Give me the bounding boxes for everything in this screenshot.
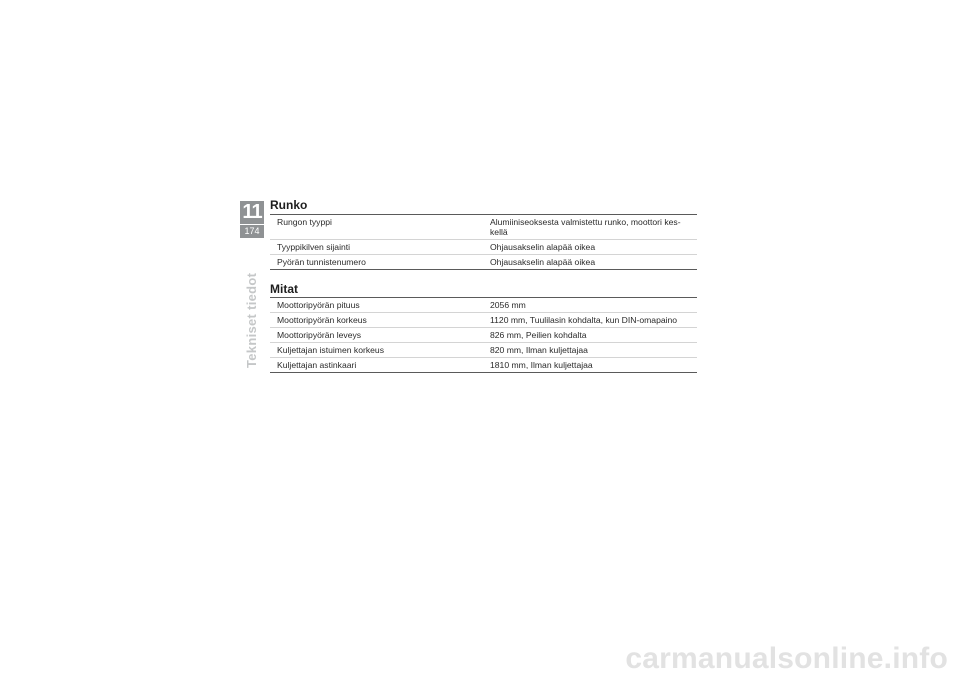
spec-value: Ohjausakselin alapää oikea	[490, 257, 596, 267]
spec-label: Pyörän tunnistenumero	[277, 257, 366, 267]
table-row	[270, 239, 697, 254]
table-row	[270, 254, 697, 269]
spec-label: Kuljettajan istuimen korkeus	[277, 345, 384, 355]
section-title-mitat: Mitat	[270, 282, 298, 296]
spec-label: Rungon tyyppi	[277, 217, 332, 227]
spec-value: 826 mm, Peilien kohdalta	[490, 330, 587, 340]
table-row	[270, 298, 697, 312]
chapter-marker	[240, 201, 264, 238]
table-row	[270, 327, 697, 342]
spec-table-runko	[270, 214, 697, 270]
spec-table-mitat	[270, 297, 697, 373]
spec-label: Moottoripyörän leveys	[277, 330, 362, 340]
spec-value: 820 mm, Ilman kuljettajaa	[490, 345, 588, 355]
spec-label: Tyyppikilven sijainti	[277, 242, 351, 252]
chapter-number: 11	[242, 201, 262, 223]
spec-label: Moottoripyörän pituus	[277, 300, 360, 310]
spec-label: Moottoripyörän korkeus	[277, 315, 367, 325]
table-row	[270, 342, 697, 357]
table-row	[270, 312, 697, 327]
page-number: 174	[244, 226, 260, 236]
spec-value-line: Alumiiniseoksesta valmistettu runko, moottori kes- kellä	[490, 217, 681, 237]
spec-value: 2056 mm	[490, 300, 526, 310]
spec-value: Ohjausakselin alapää oikea	[490, 242, 596, 252]
spec-value: 1810 mm, Ilman kuljettajaa	[490, 360, 593, 370]
section-title-runko: Runko	[270, 198, 308, 212]
table-row	[270, 215, 697, 239]
spec-value: 1120 mm, Tuulilasin kohdalta, kun DIN-omapaino	[490, 315, 678, 325]
chapter-title-vertical: Tekniset tiedot	[244, 272, 259, 368]
table-row	[270, 357, 697, 372]
spec-value	[483, 215, 697, 239]
watermark: carmanualsonline.info	[625, 642, 948, 675]
spec-label: Kuljettajan astinkaari	[277, 360, 357, 370]
